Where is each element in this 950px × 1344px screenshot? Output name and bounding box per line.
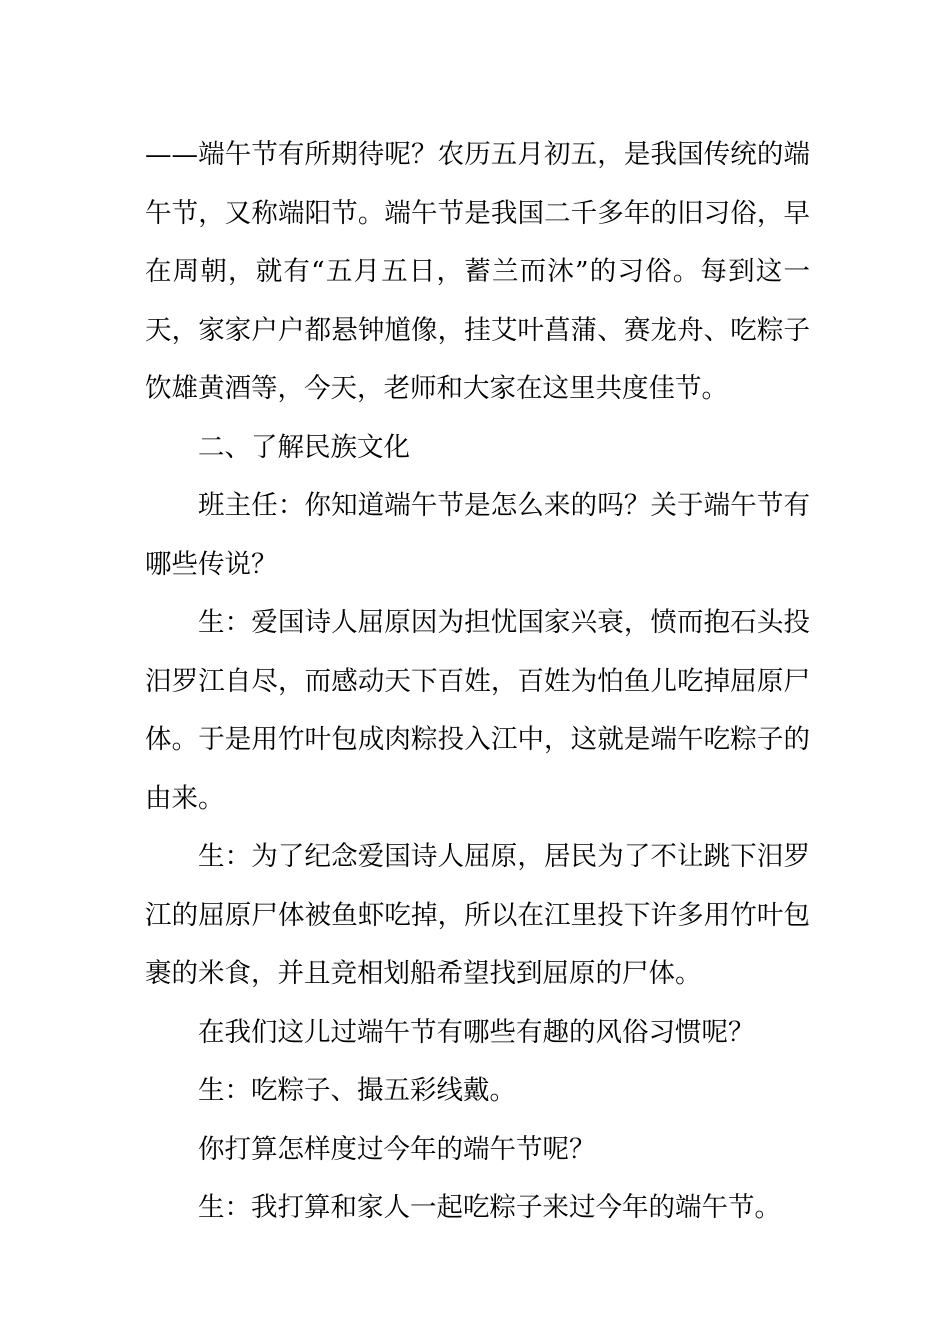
text-line: 饮雄黄酒等，今天，老师和大家在这里共度佳节。 bbox=[145, 373, 728, 404]
text-line: 天，家家户户都悬钟馗像，挂艾叶菖蒲、赛龙舟、吃粽子 bbox=[145, 314, 810, 346]
text-line: 在我们这儿过端午节有哪些有趣的风俗习惯呢？ bbox=[198, 1016, 755, 1048]
teacher-question-paragraph bbox=[145, 477, 810, 594]
student-answer-paragraph bbox=[145, 594, 810, 828]
text-line: 江的屈原尸体被鱼虾吃掉，所以在江里投下许多用竹叶包 bbox=[145, 899, 810, 931]
intro-paragraph bbox=[145, 126, 810, 419]
text-line: 哪些传说？ bbox=[145, 548, 278, 580]
text-line: ——端午节有所期待呢？农历五月初五，是我国传统的端 bbox=[145, 139, 810, 170]
text-line: 体。于是用竹叶包成肉粽投入江中，这就是端午吃粽子的 bbox=[145, 724, 810, 755]
text-line: 二、了解民族文化 bbox=[198, 431, 410, 463]
text-line: 生：吃粽子、撮五彩线戴。 bbox=[198, 1075, 516, 1106]
section-heading bbox=[145, 419, 810, 478]
text-line: 午节，又称端阳节。端午节是我国二千多年的旧习俗，早 bbox=[145, 197, 810, 229]
question-paragraph bbox=[145, 1004, 810, 1063]
text-line: 生：爱国诗人屈原因为担忧国家兴衰，愤而抱石头投 bbox=[198, 607, 810, 638]
text-line: 裹的米食，并且竞相划船希望找到屈原的尸体。 bbox=[145, 958, 702, 989]
question-paragraph bbox=[145, 1121, 810, 1180]
student-answer-paragraph bbox=[145, 1062, 810, 1121]
student-answer-paragraph bbox=[145, 1179, 810, 1238]
text-line: 生：为了纪念爱国诗人屈原，居民为了不让跳下汨罗 bbox=[198, 841, 810, 872]
text-line: 你打算怎样度过今年的端午节呢？ bbox=[198, 1133, 596, 1165]
text-line: 班主任：你知道端午节是怎么来的吗？关于端午节有 bbox=[198, 490, 810, 521]
document-body bbox=[145, 126, 810, 1238]
student-answer-paragraph bbox=[145, 828, 810, 1004]
text-line: 由来。 bbox=[145, 782, 225, 814]
text-line: 汨罗江自尽，而感动天下百姓，百姓为怕鱼儿吃掉屈原尸 bbox=[145, 665, 810, 697]
text-line: 生：我打算和家人一起吃粽子来过今年的端午节。 bbox=[198, 1192, 781, 1223]
text-line: 在周朝，就有“五月五日，蓄兰而沐”的习俗。每到这一 bbox=[145, 256, 810, 287]
